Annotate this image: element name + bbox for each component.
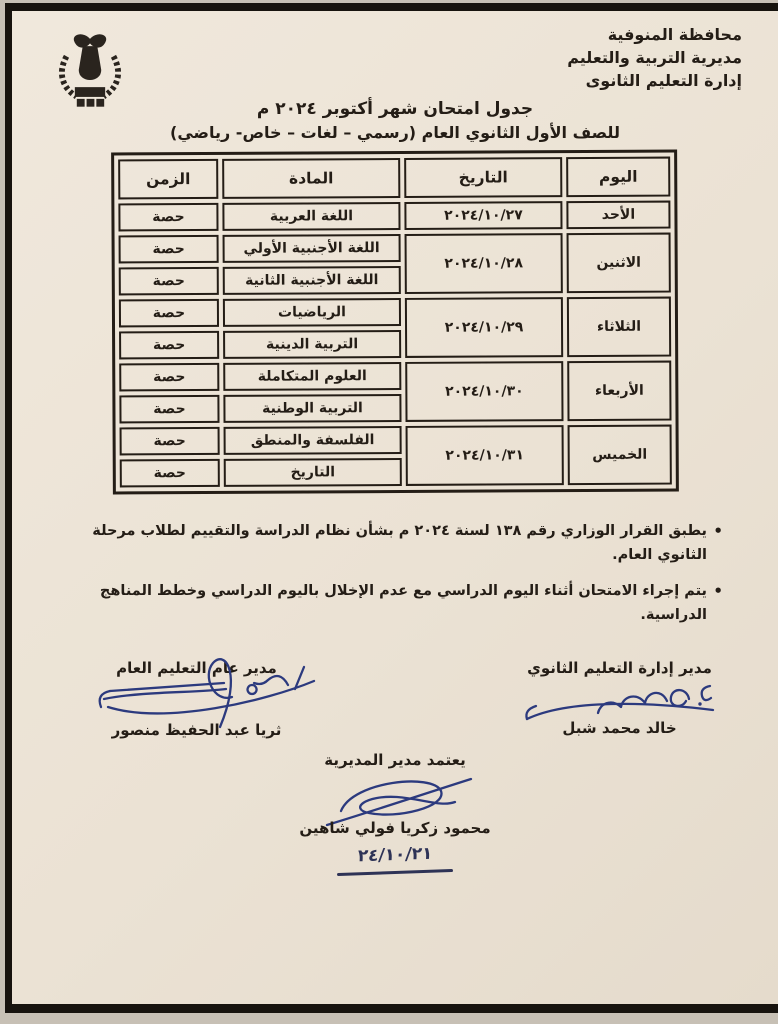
- time-cell: حصة: [119, 395, 219, 424]
- org-line-governorate: محافظة المنوفية: [607, 25, 742, 44]
- note-school-day: • يتم إجراء الامتحان أثناء اليوم الدراسي مع عدم الإخلال باليوم الدراسي وخطط المناهج الدراسية.: [67, 579, 723, 627]
- subject-cell: اللغة الأجنبية الثانية: [223, 266, 401, 295]
- signature-name: ثريا عبد الحفيظ منصور: [111, 721, 282, 739]
- exam-schedule-table: [111, 150, 679, 495]
- day-cell: الثلاثاء: [567, 297, 671, 358]
- approval-handwritten-date: ٢٤/١٠/٢١: [356, 843, 434, 867]
- time-cell: حصة: [119, 331, 219, 360]
- subject-cell: التاريخ: [224, 458, 402, 487]
- time-cell: حصة: [119, 363, 219, 392]
- date-cell: ٢٠٢٤/١٠/٢٧: [404, 201, 562, 230]
- subject-cell: الفلسفة والمنطق: [224, 426, 402, 455]
- date-underline: [337, 869, 453, 876]
- ministry-eagle-emblem-icon: [48, 27, 132, 115]
- table-row: [119, 361, 671, 392]
- signature-title: مدير عام التعليم العام: [116, 659, 277, 677]
- table-row: [119, 297, 671, 328]
- subject-cell: التربية الدينية: [223, 330, 401, 359]
- approval-name: محمود زكريا فولي شاهين: [299, 819, 491, 837]
- signatures-row: [12, 639, 778, 739]
- date-cell: ٢٠٢٤/١٠/٢٨: [405, 233, 563, 294]
- scan-frame: [5, 3, 778, 1013]
- subject-cell: اللغة العربية: [222, 202, 400, 231]
- time-cell: حصة: [118, 203, 218, 232]
- column-header-subject: المادة: [222, 158, 400, 199]
- date-cell: ٢٠٢٤/١٠/٣٠: [405, 361, 563, 422]
- column-header-date: التاريخ: [404, 157, 562, 198]
- org-line-administration: إدارة التعليم الثانوى: [585, 71, 742, 90]
- approval-block: [12, 751, 778, 874]
- day-cell: الأربعاء: [567, 361, 671, 422]
- time-cell: حصة: [119, 235, 219, 264]
- org-line-directorate: مديرية التربية والتعليم: [567, 48, 742, 67]
- time-cell: حصة: [120, 459, 220, 488]
- signature-scribble-icon: [74, 641, 319, 733]
- time-cell: حصة: [119, 267, 219, 296]
- signature-title: مدير إدارة التعليم الثانوي: [527, 659, 712, 677]
- time-cell: حصة: [120, 427, 220, 456]
- signature-general-director: [74, 659, 319, 739]
- notes-section: [67, 519, 723, 627]
- table-row: [118, 201, 670, 232]
- day-cell: الاثنين: [567, 233, 671, 294]
- column-header-day: اليوم: [566, 157, 670, 198]
- day-cell: الخميس: [568, 425, 672, 486]
- approval-title: يعتمد مدير المديرية: [324, 751, 466, 769]
- page-subtitle: للصف الأول الثانوي العام (رسمي – لغات – خاص- رياضي): [170, 123, 620, 142]
- day-cell: الأحد: [566, 201, 670, 230]
- table-row: [119, 233, 671, 264]
- subject-cell: اللغة الأجنبية الأولي: [223, 234, 401, 263]
- column-header-time: الزمن: [118, 159, 218, 200]
- note-decree: • يطبق القرار الوزاري رقم ١٣٨ لسنة ٢٠٢٤ م بشأن نظام الدراسة والتقييم لطلاب مرحلة الثانوي العام.: [67, 519, 723, 567]
- document-page: [12, 11, 778, 1004]
- table-row: [120, 425, 672, 456]
- subject-cell: العلوم المتكاملة: [223, 362, 401, 391]
- subject-cell: الرياضيات: [223, 298, 401, 327]
- date-cell: ٢٠٢٤/١٠/٢٩: [405, 297, 563, 358]
- page-title: جدول امتحان شهر أكتوبر ٢٠٢٤ م: [256, 99, 534, 119]
- signature-name: خالد محمد شبل: [562, 719, 677, 737]
- time-cell: حصة: [119, 299, 219, 328]
- subject-cell: التربية الوطنية: [223, 394, 401, 423]
- date-cell: ٢٠٢٤/١٠/٣١: [406, 425, 564, 486]
- signature-secondary-director: [517, 659, 722, 739]
- table-header-row: [118, 157, 670, 200]
